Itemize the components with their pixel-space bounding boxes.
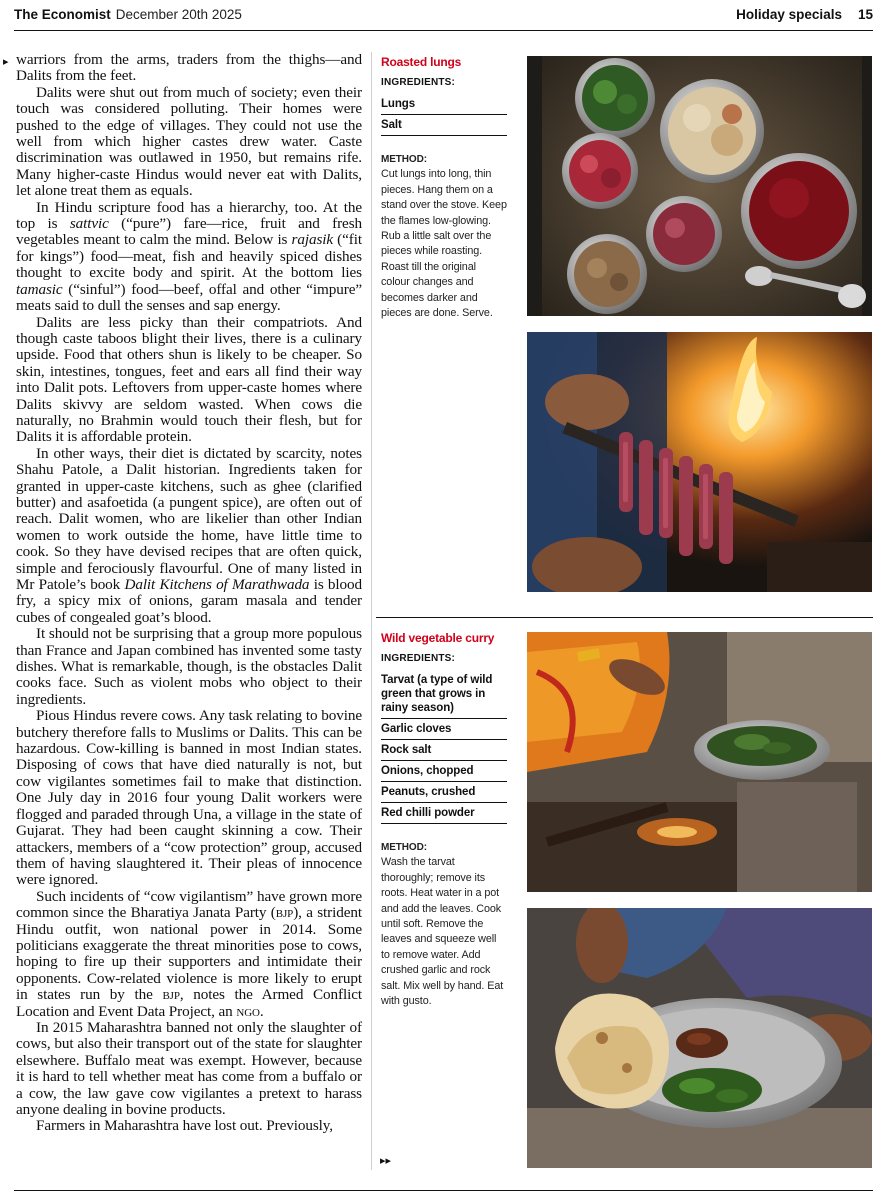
recipe-title: Roasted lungs	[381, 55, 462, 69]
page-header	[14, 2, 873, 26]
photo-roasting-lungs	[527, 332, 872, 592]
masthead	[14, 7, 242, 22]
article-paragraph: warriors from the arms, traders from the thighs—and Dalits from the feet.	[16, 51, 362, 85]
method-label: METHOD:	[381, 154, 427, 165]
page-number: 15	[857, 6, 873, 22]
ingredients-label: INGREDIENTS:	[381, 77, 456, 88]
article-paragraph: Farmers in Maharashtra have lost out. Previously,	[36, 1117, 333, 1135]
ingredients-label: INGREDIENTS:	[381, 653, 456, 664]
article-paragraph: Pious Hindus revere cows. Any task relating to bovine butchery therefore falls to Muslims or Dalits. This can be hazardous. Cow-killing is banned in most Indian states. Disposing of cows that have died naturally is not, but cow vigilantes sometimes fail to make that distinction. One July day in 2016 four young Dalit workers were flogged and paraded through Una, a village in the state of Gujarat. They had been caught skinning a cow. Their attackers, members of a “cow protection” group, accused them of having slaughtered it. Their pleas of innocence were ignored.	[16, 707, 362, 889]
continued-arrow-icon[interactable]: ▸▸	[380, 1154, 392, 1167]
footer-rule	[14, 1190, 873, 1191]
ingredient-item: Salt	[381, 119, 402, 131]
photo-plated-meal	[527, 908, 872, 1168]
article-paragraph: In 2015 Maharashtra banned not only the slaughter of cows, but also their transport out of the state for slaughter elsewhere. Buffalo meat was exempt. However, because it is hard to tell whether meat has come from a buffalo or a cow, the law gave cow vigilantes a pretext to harass anyone dealing in bovine products.	[16, 1018, 362, 1118]
ingredient-item: Rock salt	[381, 740, 507, 761]
issue-date: December 20th 2025	[115, 6, 242, 22]
ingredient-item: Red chilli powder	[381, 807, 475, 819]
book-title: Dalit Kitchens of Marathwada	[124, 576, 310, 593]
photo-cooking-greens	[527, 632, 872, 892]
brand-name[interactable]: The Economist	[14, 6, 111, 22]
recipe-title: Wild vegetable curry	[381, 631, 495, 645]
column-divider	[371, 52, 372, 1170]
article-paragraph: Dalits are less picky than their compatriots. And though caste taboos blight their lives, there is a culinary upside. Food that others shun is likely to be cheaper. So skin, intestines, tongues, feet and ears all find their way into Dalit pots. Leftovers from upper-caste homes where Dalits skivvy are seldom wasted. When cows die naturally, no Brahmin would touch their flesh, but for Dalits it is affordable protein.	[16, 313, 362, 446]
ingredient-item: Garlic cloves	[381, 719, 507, 740]
article-paragraph: Such incidents of “cow vigilantism” have grown more common since the Bharatiya Janata Party (bjp), a strident Hindu outfit, won national power in 2014. Some politicians exaggerate the threat minorities pose to cows, hoping to fire up their supporters and intimidate their opponents. Cow-related violence is more likely to erupt in states run by the bjp, notes the Armed Conflict Location and Event Data Project, an ngo.	[16, 887, 362, 1020]
article-paragraph: It should not be surprising that a group more populous than France and Japan combined has invented some tasty dishes. What is remarkable, though, is the obstacles Dalit cooks face. Such as violent mobs who object to their ingredients.	[16, 625, 362, 708]
recipe-wild-vegetable-curry	[381, 631, 507, 1009]
article-paragraph: In Hindu scripture food has a hierarchy, too. At the top is sattvic (“pure”) fare—rice, fruit and fresh vegetables meant to calm the mind. Below is rajasik (“fit for kings”) food—meat, fish and heavily spiced dishes thought to excite body and spirit. At the bottom lies tamasic (“sinful”) food—beef, offal and other “impure” meats said to dull the senses and sap energy.	[16, 198, 362, 315]
ingredient-item: Onions, chopped	[381, 761, 507, 782]
ingredient-item: Lungs	[381, 94, 507, 115]
continued-from-arrow-icon[interactable]: ▸	[3, 55, 9, 68]
section-info	[736, 7, 873, 22]
ingredient-item: Tarvat (a type of wild green that grows in rainy season)	[381, 670, 507, 719]
recipe-divider	[376, 617, 873, 618]
method-text: METHOD: Wash the tarvat thoroughly; remove its roots. Heat water in a pot and add the leaves. Cook until soft. Remove the leaves and squeeze well to remove water. Add crushed garlic and rock salt. Mix well by hand. Eat with gusto.	[381, 840, 507, 1009]
recipe-roasted-lungs	[381, 55, 507, 321]
article-body	[3, 51, 363, 1135]
header-rule	[14, 30, 873, 31]
method-label: METHOD:	[381, 842, 427, 853]
article-paragraph: Dalits were shut out from much of society; even their touch was considered polluting. Their homes were pushed to the edge of villages. They could not use the well from which higher castes drew water. Caste discrimination was outlawed in 1950, but remains rife. Many higher-caste Hindus would never eat with Dalits, let alone treat them as equals.	[16, 83, 362, 200]
photo-ingredient-bowls	[527, 56, 872, 316]
ingredients-list	[381, 670, 507, 824]
method-text: METHOD: Cut lungs into long, thin pieces. Hang them on a stand over the stove. Keep the flames low-glowing. Rub a little salt over the pieces while roasting. Roast till the original colour changes and becomes darker and pieces are done. Serve.	[381, 154, 507, 320]
ingredients-list	[381, 94, 507, 136]
ingredient-item: Peanuts, crushed	[381, 782, 507, 803]
section-name[interactable]: Holiday specials	[736, 6, 842, 22]
article-paragraph: In other ways, their diet is dictated by scarcity, notes Shahu Patole, a Dalit historian. Ingredients taken for granted in upper-caste kitchens, such as ghee (clarified butter) and asafoetida (a pungent spice), are often out of reach. Dalit women, who are likelier than other Indian women to work outside the home, have little time to cook. So they have devised recipes that are often quick, simple and ferociously flavourful. One of many listed in Mr Patole’s book Dalit Kitchens of Marathwada is blood fry, a spicy mix of onions, garam masala and tender cubes of congealed goat’s blood.	[16, 444, 363, 626]
